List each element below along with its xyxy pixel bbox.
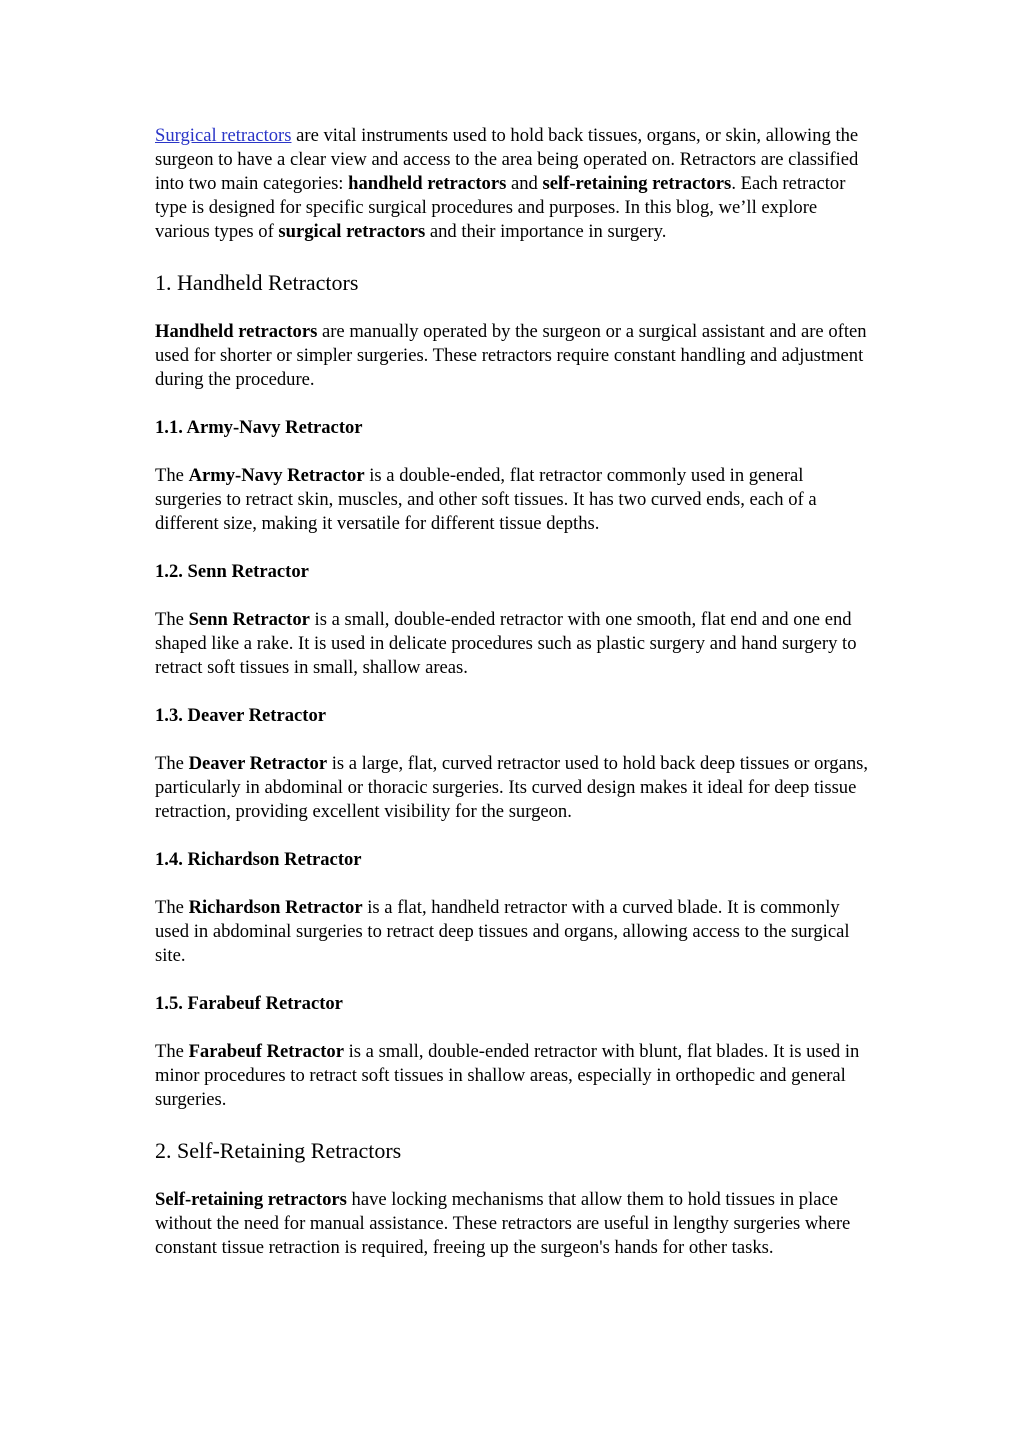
subheading-deaver: 1.3. Deaver Retractor bbox=[155, 705, 327, 726]
paragraph-deaver-text: is a large, flat, curved retractor used to hold back deep tissues or organs, particularly in abdominal or thoracic surgeries. Its curved design makes it ideal for deep tissue retraction, providing excellent visibility for the surgeon. bbox=[155, 753, 869, 822]
paragraph-senn bbox=[155, 608, 873, 680]
paragraph-farabeuf-text: is a small, double-ended retractor with blunt, flat blades. It is used in minor procedures to retract soft tissues in shallow areas, especially in orthopedic and general surgeries. bbox=[155, 1041, 860, 1110]
intro-bold-self-retaining: self-retaining retractors bbox=[542, 173, 732, 194]
paragraph-army-navy-pre: The bbox=[155, 465, 189, 486]
paragraph-army-navy bbox=[155, 464, 873, 536]
intro-bold-surgical: surgical retractors bbox=[278, 221, 426, 242]
paragraph-army-navy-text: is a double-ended, flat retractor commonly used in general surgeries to retract skin, muscles, and other soft tissues. It has two curved ends, each of a different size, making it versatile for different tissue depths. bbox=[155, 465, 817, 534]
subheading-farabeuf: 1.5. Farabeuf Retractor bbox=[155, 993, 343, 1014]
paragraph-senn-bold: Senn Retractor bbox=[188, 609, 310, 630]
paragraph-richardson-pre: The bbox=[155, 897, 189, 918]
document-page bbox=[155, 124, 873, 1260]
subheading-richardson: 1.4. Richardson Retractor bbox=[155, 849, 362, 870]
paragraph-deaver-bold: Deaver Retractor bbox=[188, 753, 328, 774]
paragraph-richardson-bold: Richardson Retractor bbox=[188, 897, 363, 918]
section-1-heading: 1. Handheld Retractors bbox=[155, 270, 359, 295]
paragraph-army-navy-bold: Army-Navy Retractor bbox=[188, 465, 365, 486]
section-2-lead-bold: Self-retaining retractors bbox=[155, 1189, 347, 1210]
paragraph-richardson bbox=[155, 896, 873, 968]
subheading-army-navy: 1.1. Army-Navy Retractor bbox=[155, 417, 363, 438]
section-2-lead-paragraph bbox=[155, 1188, 873, 1260]
intro-text-2: and bbox=[506, 173, 543, 194]
section-1-lead-paragraph bbox=[155, 320, 873, 392]
paragraph-deaver bbox=[155, 752, 873, 824]
section-1-lead-text: are manually operated by the surgeon or a surgical assistant and are often used for shorter or simpler surgeries. These retractors require constant handling and adjustment during the procedure. bbox=[155, 321, 867, 390]
subheading-senn: 1.2. Senn Retractor bbox=[155, 561, 309, 582]
paragraph-farabeuf-pre: The bbox=[155, 1041, 189, 1062]
intro-paragraph bbox=[155, 124, 873, 244]
paragraph-richardson-text: is a flat, handheld retractor with a curved blade. It is commonly used in abdominal surgeries to retract deep tissues and organs, allowing access to the surgical site. bbox=[155, 897, 850, 966]
paragraph-farabeuf-bold: Farabeuf Retractor bbox=[188, 1041, 344, 1062]
section-1-lead-bold: Handheld retractors bbox=[155, 321, 318, 342]
intro-text-4: and their importance in surgery. bbox=[425, 221, 667, 242]
paragraph-senn-text: is a small, double-ended retractor with one smooth, flat end and one end shaped like a rake. It is used in delicate procedures such as plastic surgery and hand surgery to retract soft tissues in small, shallow areas. bbox=[155, 609, 857, 678]
section-2-lead-text: have locking mechanisms that allow them to hold tissues in place without the need for manual assistance. These retractors are useful in lengthy surgeries where constant tissue retraction is required, freeing up the surgeon's hands for other tasks. bbox=[155, 1189, 851, 1258]
paragraph-senn-pre: The bbox=[155, 609, 189, 630]
paragraph-farabeuf bbox=[155, 1040, 873, 1112]
section-2-heading: 2. Self-Retaining Retractors bbox=[155, 1138, 402, 1163]
intro-bold-handheld: handheld retractors bbox=[348, 173, 507, 194]
intro-text-1: are vital instruments used to hold back tissues, organs, or skin, allowing the surgeon to have a clear view and access to the area being operated on. Retractors are classified into two main categories: bbox=[155, 125, 859, 194]
surgical-retractors-link[interactable]: Surgical retractors bbox=[155, 125, 292, 146]
paragraph-deaver-pre: The bbox=[155, 753, 189, 774]
intro-text-3: . Each retractor type is designed for specific surgical procedures and purposes. In this blog, we’ll explore various types of bbox=[155, 173, 846, 242]
